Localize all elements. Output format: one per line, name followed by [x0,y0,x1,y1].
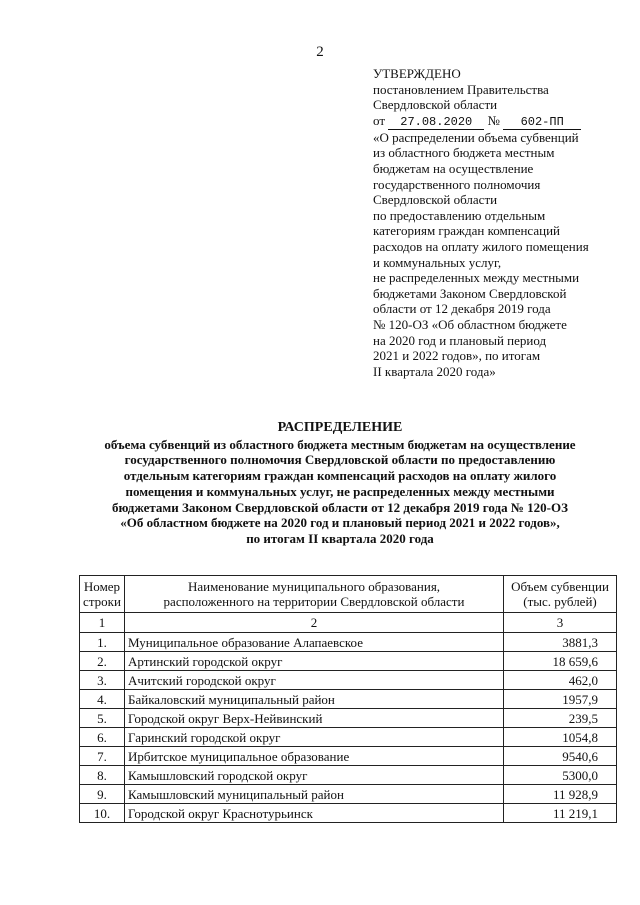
page-number: 2 [316,44,324,60]
table-row [80,633,617,652]
row-number: 1. [80,633,125,652]
approval-desc-1: «О распределении объема субвенций [373,129,579,145]
row-number: 7. [80,747,125,766]
approval-line-1: постановлением Правительства [373,81,549,97]
header-name-line-1: Наименование муниципального образования, [187,579,441,594]
title-line-2: государственного полномочия Свердловской области по предоставлению [124,452,556,468]
approval-desc-13: № 120-ОЗ «Об областном бюджете [373,316,567,332]
approval-desc-9: и коммунальных услуг, [373,254,502,270]
approval-desc-16: II квартала 2020 года» [373,363,496,379]
approval-desc-15: 2021 и 2022 годов», по итогам [373,348,541,364]
table-row [80,709,617,728]
header-number-line-2: строки [83,594,121,609]
row-municipality: Гаринский городской округ [125,728,504,747]
approval-desc-3: бюджетам на осуществление [373,160,534,176]
table-row [80,785,617,804]
row-number: 2. [80,652,125,671]
row-municipality: Ачитский городской округ [125,671,504,690]
row-number: 8. [80,766,125,785]
row-amount: 1957,9 [504,690,617,709]
approval-desc-2: из областного бюджета местным [373,145,555,161]
number-prefix: № [487,112,500,128]
approval-desc-4: государственного полномочия [373,176,541,192]
date-prefix: от [373,112,386,128]
row-amount: 18 659,6 [504,652,617,671]
table-header-row [80,576,617,613]
table-row [80,766,617,785]
approval-line-2: Свердловской области [373,97,498,113]
row-number: 5. [80,709,125,728]
index-cell-2: 2 [125,613,504,633]
approval-desc-11: бюджетами Законом Свердловской [373,285,567,301]
header-name [125,576,504,613]
table-row [80,728,617,747]
table-index-row [80,613,617,633]
distribution-table [79,575,617,823]
row-municipality: Ирбитское муниципальное образование [125,747,504,766]
row-amount: 11 219,1 [504,804,617,823]
approval-block [373,66,618,379]
row-amount: 11 928,9 [504,785,617,804]
approval-date-line [373,113,618,130]
index-cell-3: 3 [504,613,617,633]
row-number: 3. [80,671,125,690]
header-name-line-2: расположенного на территории Свердловской области [163,594,465,609]
table-row [80,652,617,671]
row-amount: 239,5 [504,709,617,728]
header-amount-line-1: Объем субвенции [511,579,609,594]
table-row [80,690,617,709]
row-municipality: Байкаловский муниципальный район [125,690,504,709]
approval-desc-12: области от 12 декабря 2019 года [373,301,551,317]
row-amount: 5300,0 [504,766,617,785]
row-municipality: Артинский городской округ [125,652,504,671]
row-amount: 3881,3 [504,633,617,652]
header-amount [504,576,617,613]
row-municipality: Камышловский муниципальный район [125,785,504,804]
approval-desc-10: не распределенных между местными [373,270,580,286]
row-municipality: Городской округ Верх-Нейвинский [125,709,504,728]
approval-date: 27.08.2020 [388,116,484,130]
row-number: 4. [80,690,125,709]
table-row [80,747,617,766]
row-municipality: Городской округ Краснотурьинск [125,804,504,823]
header-amount-line-2: (тыс. рублей) [523,594,597,609]
title-line-6: «Об областном бюджете на 2020 год и плановый период 2021 и 2022 годов», [120,515,560,531]
row-municipality: Муниципальное образование Алапаевское [125,633,504,652]
title-line-1: объема субвенций из областного бюджета местным бюджетам на осуществление [104,436,576,452]
header-number [80,576,125,613]
title-line-3: отдельным категориям граждан компенсаций расходов на оплату жилого [123,468,557,484]
row-amount: 9540,6 [504,747,617,766]
title-line-5: бюджетами Законом Свердловской области от 12 декабря 2019 года № 120-ОЗ [112,499,568,515]
row-municipality: Камышловский городской округ [125,766,504,785]
row-number: 9. [80,785,125,804]
title-line-4: помещения и коммунальных услуг, не распределенных между местными [125,483,555,499]
title-heading: РАСПРЕДЕЛЕНИЕ [277,420,403,435]
header-number-line-1: Номер [83,579,121,594]
row-amount: 1054,8 [504,728,617,747]
approval-desc-7: категориям граждан компенсаций [373,223,560,239]
title-line-7: по итогам II квартала 2020 года [246,530,434,546]
row-number: 10. [80,804,125,823]
approval-number: 602-ПП [503,116,581,130]
table-row [80,671,617,690]
approval-desc-14: на 2020 год и плановый период [373,332,547,348]
index-cell-1: 1 [80,613,125,633]
approval-desc-6: по предоставлению отдельным [373,207,546,223]
row-amount: 462,0 [504,671,617,690]
approval-desc-5: Свердловской области [373,192,498,208]
document-title [60,420,620,547]
table-row [80,804,617,823]
approval-label: УТВЕРЖДЕНО [373,66,461,81]
row-number: 6. [80,728,125,747]
approval-desc-8: расходов на оплату жилого помещения [373,238,589,254]
